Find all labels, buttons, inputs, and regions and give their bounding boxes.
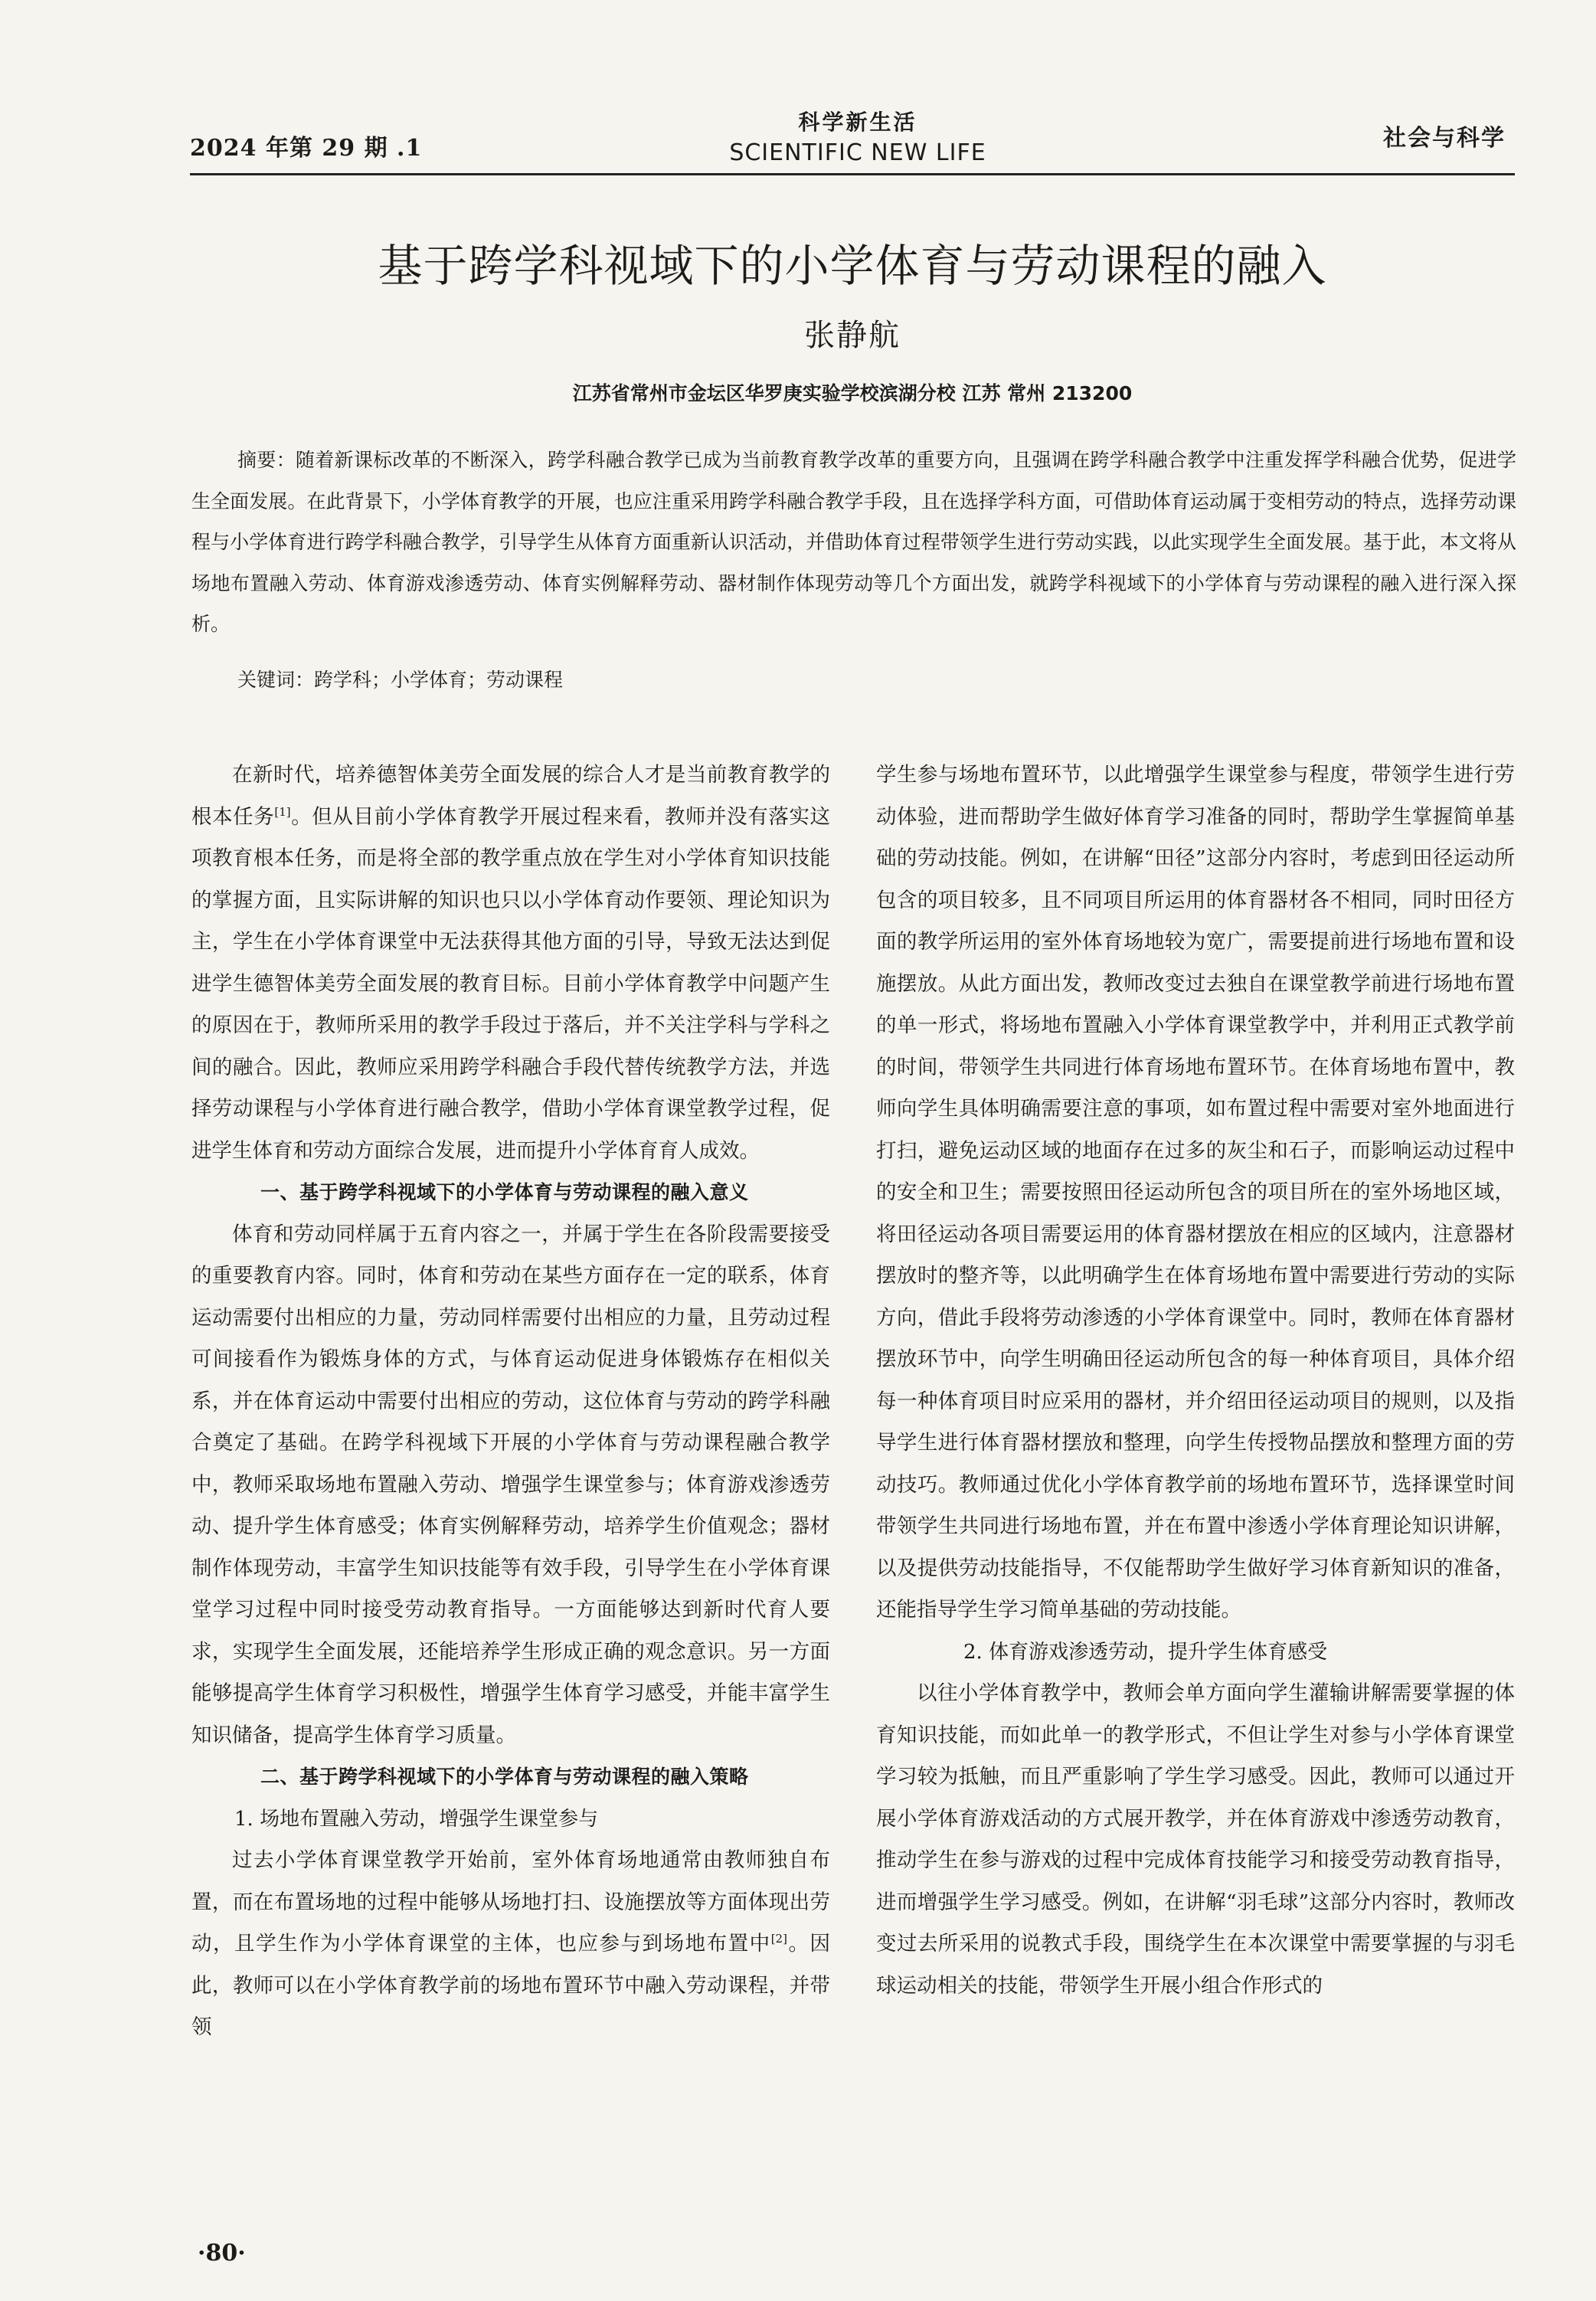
citation-ref: [2] [770,1932,787,1946]
paragraph-venue-setup-cont: 学生参与场地布置环节，以此增强学生课堂参与程度，带领学生进行劳动体验，进而帮助学生做好体育学习准备的同时，帮助学生掌握简单基础的劳动技能。例如，在讲解“田径”这部分内容时，考虑到田径运动所包含的项目较多，且不同项目所运用的体育器材各不相同，同时田径方面的教学所运用的室外体育场地较为宽广，需要提前进行场地布置和设施摆放。从此方面出发，教师改变过去独自在课堂教学前进行场地布置的单一形式，将场地布置融入小学体育课堂教学中，并利用正式教学前的时间，带领学生共同进行体育场地布置环节。在体育场地布置中，教师向学生具体明确需要注意的事项，如布置过程中需要对室外地面进行打扫，避免运动区域的地面存在过多的灰尘和石子，而影响运动过程中的安全和卫生；需要按照田径运动所包含的项目所在的室外场地区域，将田径运动各项目需要运用的体育器材摆放在相应的区域内，注意器材摆放时的整齐等，以此明确学生在体育场地布置中需要进行劳动的实际方向，借此手段将劳动渗透的小学体育课堂中。同时，教师在体育器材摆放环节中，向学生明确田径运动所包含的每一种体育项目，具体介绍每一种体育项目时应采用的器材，并介绍田径运动项目的规则，以及指导学生进行体育器材摆放和整理，向学生传授物品摆放和整理方面的劳动技巧。教师通过优化小学体育教学前的场地布置环节，选择课堂时间带领学生共同进行场地布置，并在布置中渗透小学体育理论知识讲解，以及提供劳动技能指导，不仅能帮助学生做好学习体育新知识的准备，还能指导学生学习简单基础的劳动技能。 [876,763,1515,1622]
section-label: 社会与科学 [1383,125,1506,152]
paragraph-text: 过去小学体育课堂教学开始前，室外体育场地通常由教师独自布置，而在布置场地的过程中能够从场地打扫、设施摆放等方面体现出劳动，且学生作为小学体育课堂的主体，也应参与到场地布置中 [191,1848,830,1956]
article-title: 基于跨学科视域下的小学体育与劳动课程的融入 [378,240,1327,292]
issue-label: 2024 年第 29 期 .1 [190,135,423,162]
paragraph-significance: 体育和劳动同样属于五育内容之一，并属于学生在各阶段需要接受的重要教育内容。同时，体育和劳动在某些方面存在一定的联系，体育运动需要付出相应的力量，劳动同样需要付出相应的力量，且劳动过程可间接看作为锻炼身体的方式，与体育运动促进身体锻炼存在相似关系，并在体育运动中需要付出相应的劳动，这位体育与劳动的跨学科融合奠定了基础。在跨学科视域下开展的小学体育与劳动课程融合教学中，教师采取场地布置融入劳动、增强学生课堂参与；体育游戏渗透劳动、提升学生体育感受；体育实例解释劳动，培养学生价值观念；器材制作体现劳动，丰富学生知识技能等有效手段，引导学生在小学体育课堂学习过程中同时接受劳动教育指导。一方面能够达到新时代育人要求，实现学生全面发展，还能培养学生形成正确的观念意识。另一方面能够提高学生体育学习积极性，增强学生体育学习感受，并能丰富学生知识储备，提高学生体育学习质量。 [191,1222,830,1747]
body-column-left [191,754,830,2049]
keywords: 关键词：跨学科；小学体育；劳动课程 [237,669,564,691]
journal-name-cn: 科学新生活 [798,110,917,135]
subsection-heading-2-2: 2. 体育游戏渗透劳动，提升学生体育感受 [963,1640,1328,1664]
journal-name-en: SCIENTIFIC NEW LIFE [729,139,986,166]
header-divider [190,173,1515,175]
paragraph-text: 。但从目前小学体育教学开展过程来看，教师并没有落实这项教育根本任务，而是将全部的教学重点放在学生对小学体育知识技能的掌握方面，且实际讲解的知识也只以小学体育动作要领、理论知识为主，学生在小学体育课堂中无法获得其他方面的引导，导致无法达到促进学生德智体美劳全面发展的教育目标。目前小学体育教学中问题产生的原因在于，教师所采用的教学手段过于落后，并不关注学科与学科之间的融合。因此，教师应采用跨学科融合手段代替传统教学方法，并选择劳动课程与小学体育进行融合教学，借助小学体育课堂教学过程，促进学生体育和劳动方面综合发展，进而提升小学体育育人成效。 [191,804,831,1163]
journal-masthead [728,106,988,166]
paragraph-intro [191,754,830,1172]
subsection-heading-2-1: 1. 场地布置融入劳动，增强学生课堂参与 [234,1807,599,1831]
section-heading-2: 二、基于跨学科视域下的小学体育与劳动课程的融入策略 [260,1766,749,1788]
paragraph-venue-setup [191,1840,830,2049]
paragraph-text: 在新时代，培养德智体美劳全面发展的综合人才是当前教育教学的根本任务 [191,763,830,829]
section-heading-1: 一、基于跨学科视域下的小学体育与劳动课程的融入意义 [260,1181,749,1203]
citation-ref: [1] [274,804,291,819]
article-author: 张静航 [804,318,901,353]
paragraph-text: 。因此，教师可以在小学体育教学前的场地布置环节中融入劳动课程，并带领 [191,1932,831,2039]
author-affiliation: 江苏省常州市金坛区华罗庚实验学校滨湖分校 江苏 常州 213200 [572,382,1133,404]
page-number: ·80· [198,2240,246,2267]
abstract: 摘要：随着新课标改革的不断深入，跨学科融合教学已成为当前教育教学改革的重要方向，且强调在跨学科融合教学中注重发挥学科融合优势，促进学生全面发展。在此背景下，小学体育教学的开展，也应注重采用跨学科融合教学手段，且在选择学科方面，可借助体育运动属于变相劳动的特点，选择劳动课程与小学体育进行跨学科融合教学，引导学生从体育方面重新认识活动，并借助体育过程带领学生进行劳动实践，以此实现学生全面发展。基于此，本文将从场地布置融入劳动、体育游戏渗透劳动、体育实例解释劳动、器材制作体现劳动等几个方面出发，就跨学科视域下的小学体育与劳动课程的融入进行深入探析。 [191,449,1516,635]
paragraph-sports-games: 以往小学体育教学中，教师会单方面向学生灌输讲解需要掌握的体育知识技能，而如此单一的教学形式，不但让学生对参与小学体育课堂学习较为抵触，而且严重影响了学生学习感受。因此，教师可以通过开展小学体育游戏活动的方式展开教学，并在体育游戏中渗透劳动教育，推动学生在参与游戏的过程中完成体育技能学习和接受劳动教育指导，进而增强学生学习感受。例如，在讲解“羽毛球”这部分内容时，教师改变过去所采用的说教式手段，围绕学生在本次课堂中需要掌握的与羽毛球运动相关的技能，带领学生开展小组合作形式的 [876,1681,1515,1998]
body-column-right [876,754,1515,2007]
